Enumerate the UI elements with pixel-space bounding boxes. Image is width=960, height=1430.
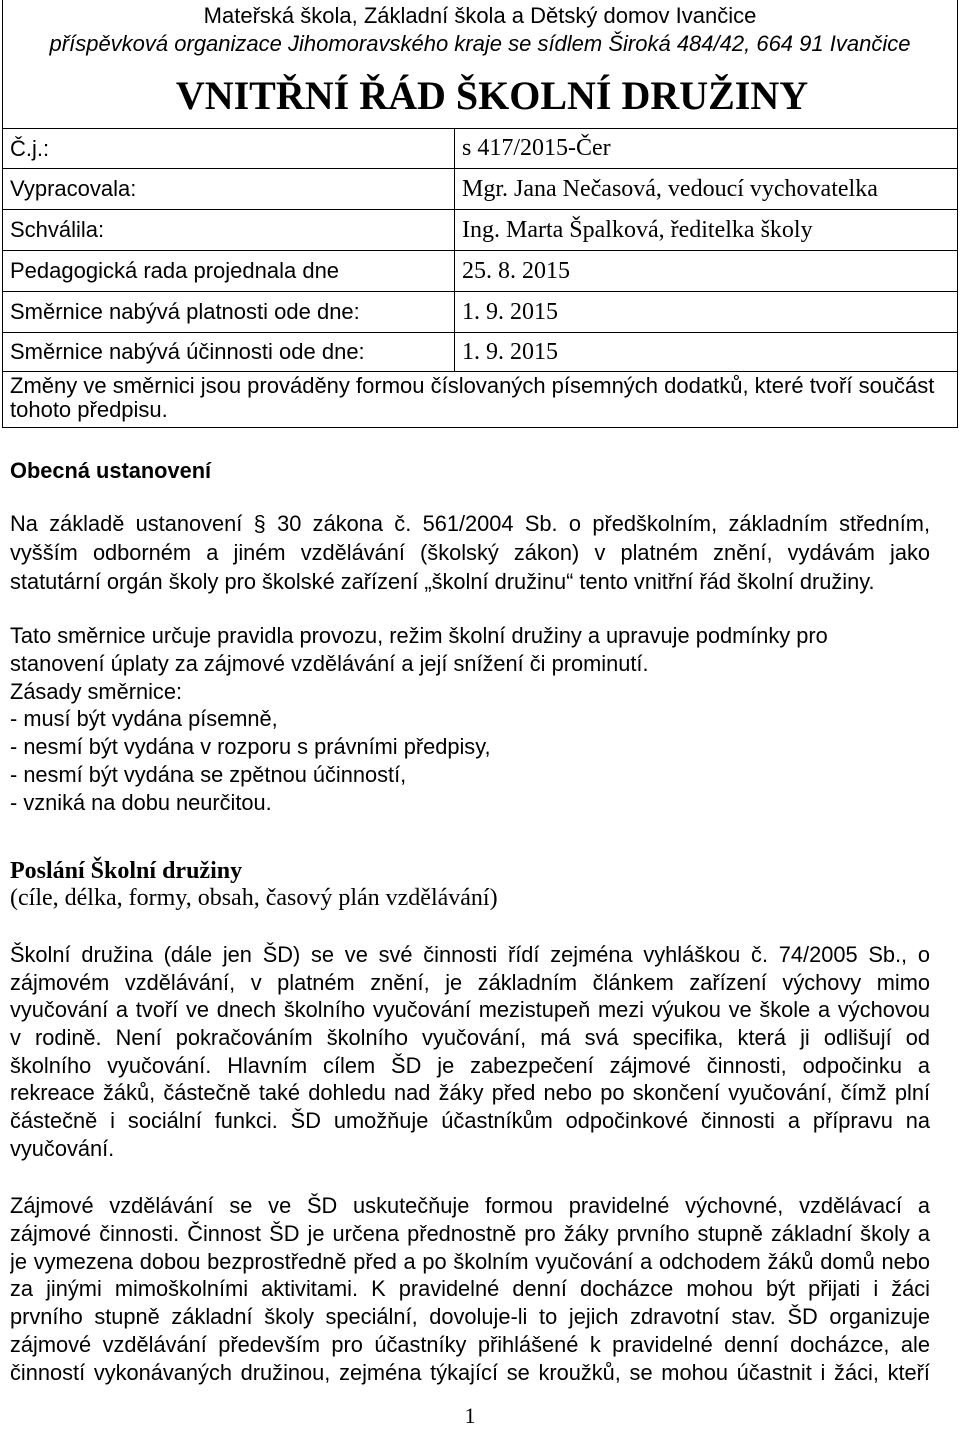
paragraph-line: stanovení úplaty za zájmové vzdělávání a její snížení či prominutí.: [10, 650, 649, 676]
paragraph-line: zájmovém vzdělávání, v platném znění, je základním článkem zařízení výchovy mimo: [10, 969, 930, 995]
paragraph: [10, 622, 930, 817]
paragraph: [10, 941, 930, 1163]
row-value: s 417/2015-Čer: [462, 135, 611, 161]
row-label: Směrnice nabývá platnosti ode dne:: [2, 292, 455, 332]
paragraph: [10, 1192, 930, 1387]
paragraph-line: zájmové činnosti. Činnost ŠD je určena přednostně pro žáky prvního stupně základní školy a: [10, 1220, 930, 1246]
paragraph-line: Na základě ustanovení § 30 zákona č. 561/2004 Sb. o předškolním, základním středním,: [10, 511, 930, 536]
paragraph-line: za jinými mimoškolními aktivitami. K pravidelné denní docházce mohou být přijati i žáci: [10, 1276, 930, 1302]
paragraph-line: v rodině. Není pokračováním školního vyučování, má svá specifika, která ji odlišují od: [10, 1025, 930, 1051]
paragraph: [10, 509, 930, 596]
section-heading-mission: Poslání Školní družiny: [10, 858, 243, 884]
paragraph-line: vyučování a tvoří ve dnech školního vyučování mezistupeň mezi výukou ve škole a výchovou: [10, 997, 930, 1023]
row-label: Směrnice nabývá účinnosti ode dne:: [2, 333, 455, 371]
paragraph-line: rekreace žáků, částečně také dohledu nad žáky před nebo po skončení vyučování, čímž plní: [10, 1080, 930, 1106]
paragraph-line: je vymezena dobou bezprostředně před a po školním vyučování a odchodem žáků domů nebo: [10, 1248, 930, 1274]
paragraph-line: vyučování.: [10, 1135, 115, 1161]
paragraph-line: prvního stupně základní školy speciální, dovoluje-li to jejich zdravotní stav. ŠD organizuje: [10, 1304, 930, 1330]
page-number: 1: [464, 1403, 476, 1428]
document-title: VNITŘNÍ ŘÁD ŠKOLNÍ DRUŽINY: [175, 73, 809, 118]
row-label: Schválila:: [2, 210, 455, 250]
list-item: - musí být vydána písemně,: [10, 706, 278, 732]
school-address: příspěvková organizace Jihomoravského kraje se sídlem Široká 484/42, 664 91 Ivančice: [49, 31, 911, 56]
paragraph-line: školního vyučování. Hlavním cílem ŠD je zabezpečení zájmové činnosti, odpočinku a: [10, 1052, 930, 1078]
info-row-effective-from: [2, 332, 958, 371]
note-line: tohoto předpisu.: [10, 398, 168, 422]
paragraph-line: statutární orgán školy pro školské zařízení „školní družinu“ tento vnitřní řád školní družiny.: [10, 569, 875, 594]
list-item: - nesmí být vydána se zpětnou účinností,: [10, 761, 407, 787]
amendments-note: [2, 371, 958, 427]
info-row-reference-number: [2, 128, 958, 168]
info-row-board-discussed: [2, 250, 958, 291]
row-value: Ing. Marta Špalková, ředitelka školy: [462, 217, 813, 243]
info-row-valid-from: [2, 291, 958, 332]
info-row-approved-by: [2, 209, 958, 250]
paragraph-line: činností vykonávaných družinou, zejména týkající se kroužků, se mohou účastnit i žáci, kteří: [10, 1359, 930, 1385]
section-heading-general-provisions: Obecná ustanovení: [10, 458, 212, 483]
list-item: - vzniká na dobu neurčitou.: [10, 789, 272, 815]
paragraph-line: vyšším odborném a jiném vzdělávání (školský zákon) v platném znění, vydávám jako: [10, 540, 930, 565]
row-label: Vypracovala:: [2, 169, 455, 209]
row-value: Mgr. Jana Nečasová, vedoucí vychovatelka: [462, 176, 878, 202]
school-name: Mateřská škola, Základní škola a Dětský domov Ivančice: [203, 3, 757, 28]
row-value: 1. 9. 2015: [462, 339, 558, 365]
paragraph-line: Školní družina (dále jen ŠD) se ve své činnosti řídí zejména vyhláškou č. 74/2005 Sb., o: [10, 942, 930, 967]
list-item: - nesmí být vydána v rozporu s právními předpisy,: [10, 734, 491, 760]
row-value: 25. 8. 2015: [462, 258, 570, 284]
row-value: 1. 9. 2015: [462, 299, 558, 325]
row-label: Č.j.:: [2, 129, 455, 168]
note-line: Změny ve směrnici jsou prováděny formou číslovaných písemných dodatků, které tvoří součást: [10, 374, 935, 398]
paragraph-line: Zájmové vzdělávání se ve ŠD uskutečňuje formou pravidelné výchovné, vzdělávací a: [10, 1193, 930, 1218]
paragraph-line: částečně i sociální funkci. ŠD umožňuje účastníkům odpočinkové činnosti a přípravu na: [10, 1108, 930, 1134]
row-label: Pedagogická rada projednala dne: [2, 251, 455, 291]
info-row-prepared-by: [2, 168, 958, 209]
paragraph-line: zájmové vzdělávání především pro účastníky přihlášené k pravidelné denní docházce, ale: [10, 1331, 930, 1357]
section-subheading: (cíle, délka, formy, obsah, časový plán vzdělávání): [10, 885, 498, 911]
principles-list: [10, 705, 930, 816]
principles-heading: Zásady směrnice:: [10, 678, 183, 704]
paragraph-line: Tato směrnice určuje pravidla provozu, režim školní družiny a upravuje podmínky pro: [10, 623, 828, 648]
